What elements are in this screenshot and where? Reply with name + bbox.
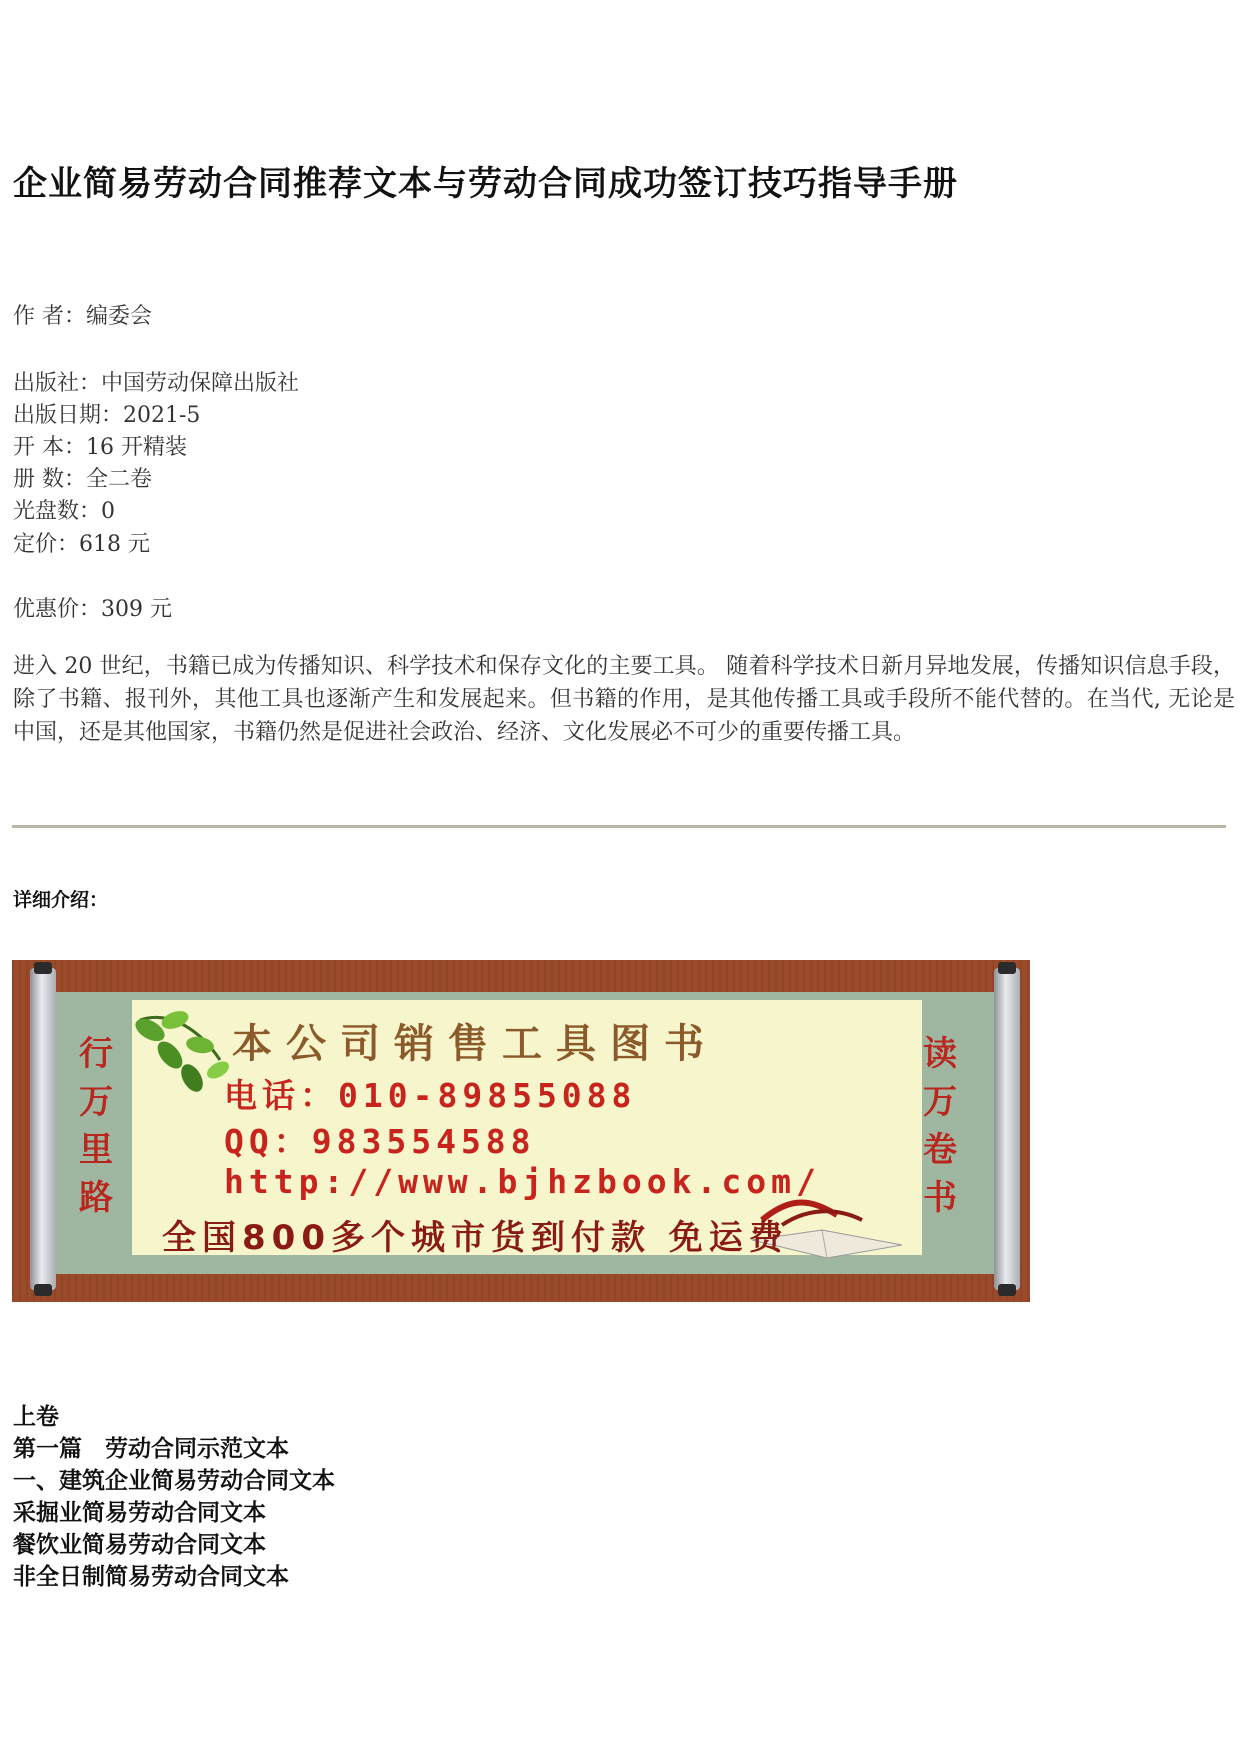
toc-item: 采掘业简易劳动合同文本 <box>13 1500 266 1526</box>
meta-format: 开 本：16 开精装 <box>13 435 187 460</box>
banner-left-motto <box>70 1030 122 1222</box>
scroll-rod-left <box>30 968 56 1290</box>
banner-phone: 电话：010-89855088 <box>224 1076 637 1115</box>
meta-volumes: 册 数：全二卷 <box>13 467 152 492</box>
toc-item: 餐饮业简易劳动合同文本 <box>13 1532 266 1558</box>
rod-knob <box>998 962 1016 974</box>
toc-item: 非全日制简易劳动合同文本 <box>13 1564 289 1590</box>
intro-paragraph: 进入 20 世纪，书籍已成为传播知识、科学技术和保存文化的主要工具。 随着科学技术日新月异地发展，传播知识信息手段，除了书籍、报刊外，其他工具也逐渐产生和发展起来。但书籍的作用，是其他传播工具或手段所不能代替的。在当代, 无论是中国，还是其他国家，书籍仍然是促进社会政治、经济、文化发展必不可少的重要传播工具。 <box>13 654 1235 745</box>
meta-price: 定价：618 元 <box>13 532 150 557</box>
rod-knob <box>34 962 52 974</box>
meta-pub-date: 出版日期：2021-5 <box>13 403 201 428</box>
banner-heading: 本公司销售工具图书 <box>232 1021 718 1067</box>
detail-label: 详细介绍： <box>13 889 109 911</box>
banner-qq: QQ：983554588 <box>224 1122 536 1161</box>
left-motto-text: 行 万 里 路 <box>79 1034 113 1218</box>
document-title: 企业简易劳动合同推荐文本与劳动合同成功签订技巧指导手册 <box>13 164 958 204</box>
promo-banner <box>12 960 1030 1302</box>
meta-discount-price: 优惠价：309 元 <box>13 597 172 622</box>
meta-cd-count: 光盘数：0 <box>13 499 115 524</box>
toc-item: 第一篇 劳动合同示范文本 <box>13 1436 289 1462</box>
toc-item: 上卷 <box>13 1404 59 1430</box>
divider <box>12 825 1226 828</box>
meta-author: 作 者：编委会 <box>13 304 152 329</box>
right-motto-text: 读 万 卷 书 <box>923 1034 957 1218</box>
rod-knob <box>34 1284 52 1296</box>
rod-knob <box>998 1284 1016 1296</box>
scroll-rod-right <box>994 968 1020 1290</box>
toc-item: 一、建筑企业简易劳动合同文本 <box>13 1468 335 1494</box>
banner-url: http://www.bjhzbook.com/ <box>224 1162 821 1201</box>
banner-footer: 全国800多个城市货到付款 免运费 <box>162 1218 789 1258</box>
meta-publisher: 出版社：中国劳动保障出版社 <box>13 371 300 396</box>
